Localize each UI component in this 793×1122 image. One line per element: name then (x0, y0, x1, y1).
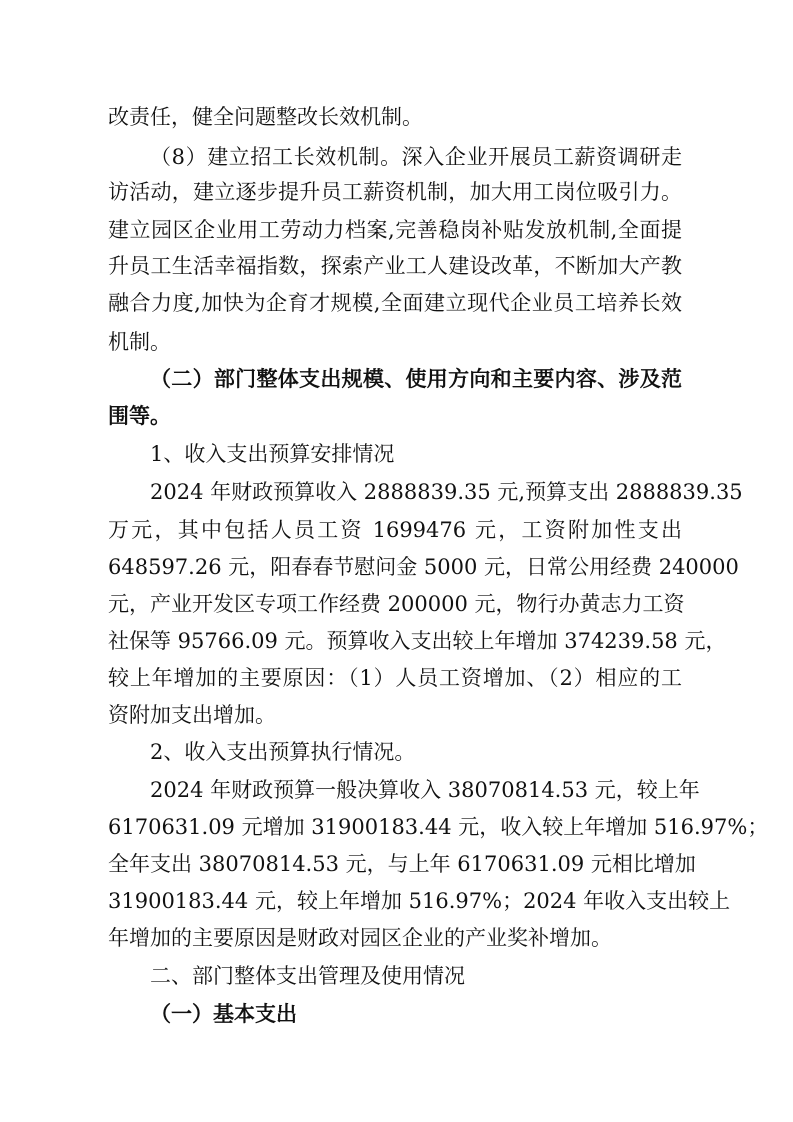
paragraph-line: 资附加支出增加。 (108, 703, 276, 727)
section-heading: （二）部门整体支出规模、使用方向和主要内容、涉及范 (150, 367, 682, 391)
paragraph-line: 648597.26 元，阳春春节慰问金 5000 元，日常公用经费 240000 (108, 555, 739, 579)
subsection-title: 2、收入支出预算执行情况。 (150, 740, 416, 764)
paragraph-line: 访活动，建立逐步提升员工薪资机制，加大用工岗位吸引力。 (108, 180, 682, 204)
paragraph-line: 建立园区企业用工劳动力档案,完善稳岗补贴发放机制,全面提 (108, 218, 682, 242)
paragraph-line: 2024 年财政预算收入 2888839.35 元,预算支出 2888839.35 (150, 480, 743, 504)
paragraph-line: 年增加的主要原因是财政对园区企业的产业奖补增加。 (108, 926, 612, 950)
section-heading: 围等。 (108, 404, 171, 428)
paragraph-line: （8）建立招工长效机制。深入企业开展员工薪资调研走 (150, 145, 682, 169)
section-heading: （一）基本支出 (150, 1002, 297, 1026)
paragraph-line: 较上年增加的主要原因：（1）人员工资增加、（2）相应的工 (108, 666, 682, 690)
paragraph-line: 全年支出 38070814.53 元，与上年 6170631.09 元相比增加 (108, 852, 696, 876)
paragraph-line: 6170631.09 元增加 31900183.44 元，收入较上年增加 516.97%； (108, 815, 769, 839)
paragraph-line: 31900183.44 元，较上年增加 516.97%；2024 年收入支出较上 (108, 889, 731, 913)
paragraph-line: 社保等 95766.09 元。预算收入支出较上年增加 374239.58 元， (108, 629, 727, 653)
paragraph-line: 融合力度,加快为企育才规模,全面建立现代企业员工培养长效 (108, 291, 682, 315)
paragraph-line: 万元，其中包括人员工资 1699476 元，工资附加性支出 (108, 518, 682, 542)
paragraph-line: 升员工生活幸福指数，探索产业工人建设改革，不断加大产教 (108, 254, 682, 278)
chapter-heading: 二、部门整体支出管理及使用情况 (150, 964, 465, 988)
paragraph-line: 元，产业开发区专项工作经费 200000 元，物行办黄志力工资 (108, 592, 685, 616)
subsection-title: 1、收入支出预算安排情况 (150, 442, 395, 466)
paragraph-line: 改责任，健全问题整改长效机制。 (108, 105, 423, 129)
paragraph-line: 2024 年财政预算一般决算收入 38070814.53 元，较上年 (150, 778, 700, 802)
paragraph-line: 机制。 (108, 330, 171, 354)
